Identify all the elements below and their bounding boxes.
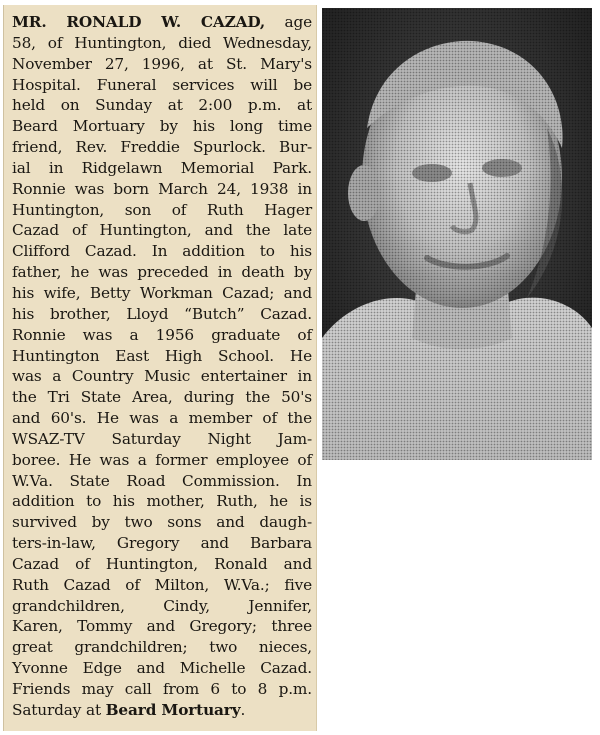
text-run: survived by two sons and daugh-: [12, 513, 312, 532]
text-run: held on Sunday at 2:00 p.m. at: [12, 96, 312, 115]
obituary-line: [12, 158, 312, 179]
text-run: addition to his mother, Ruth, he is: [12, 492, 312, 511]
obituary-line: [12, 387, 312, 408]
obituary-line: [12, 346, 312, 367]
obituary-line: [12, 33, 312, 54]
obituary-line: [12, 262, 312, 283]
obituary-line: [12, 512, 312, 533]
obituary-line: [12, 616, 312, 637]
obituary-line: [12, 450, 312, 471]
obituary-line: [12, 637, 312, 658]
obituary-line: [12, 179, 312, 200]
obituary-line: [12, 658, 312, 679]
text-run: Cazad of Huntington, Ronald and: [12, 554, 312, 573]
text-run: 58, of Huntington, died Wednesday,: [12, 33, 312, 52]
text-run: .: [240, 700, 246, 719]
obituary-line: [12, 95, 312, 116]
obituary-line: [12, 429, 312, 450]
text-run: and 60's. He was a member of the: [12, 409, 312, 428]
obituary-line: [12, 75, 312, 96]
text-run: W.Va. State Road Commission. In: [12, 471, 312, 490]
obituary-line: [12, 408, 312, 429]
text-run: the Tri State Area, during the 50's: [12, 388, 312, 407]
obituary-line: [12, 554, 312, 575]
text-run: boree. He was a former employee of: [12, 450, 312, 469]
obituary-line: [12, 491, 312, 512]
text-run: ial in Ridgelawn Memorial Park.: [12, 158, 312, 177]
bold-text: Beard Mortuary: [105, 700, 241, 719]
text-run: father, he was preceded in death by: [12, 263, 312, 282]
text-run: Ronnie was a 1956 graduate of: [12, 325, 312, 344]
obituary-line: [12, 700, 312, 721]
obituary-line: [12, 533, 312, 554]
portrait-image: [322, 8, 592, 460]
text-run: Karen, Tommy and Gregory; three: [12, 617, 312, 636]
text-run: Huntington East High School. He: [12, 346, 312, 365]
obituary-line: [12, 471, 312, 492]
obituary-line: [12, 220, 312, 241]
obituary-line: [12, 241, 312, 262]
obituary-line: [12, 596, 312, 617]
text-run: Beard Mortuary by his long time: [12, 117, 312, 136]
text-run: friend, Rev. Freddie Spurlock. Bur-: [12, 138, 312, 157]
obituary-line: [12, 575, 312, 596]
portrait-photo: [322, 8, 592, 460]
obituary-line: [12, 137, 312, 158]
text-run: age: [265, 13, 313, 31]
obituary-line: [12, 304, 312, 325]
obituary-line: [12, 200, 312, 221]
text-run: great grandchildren; two nieces,: [12, 638, 312, 657]
newspaper-clipping: [3, 5, 317, 731]
obituary-text: [12, 12, 312, 721]
text-run: Ronnie was born March 24, 1938 in: [12, 179, 312, 198]
text-run: Huntington, son of Ruth Hager: [12, 200, 312, 219]
obituary-line: [12, 679, 312, 700]
text-run: Hospital. Funeral services will be: [12, 75, 312, 94]
obituary-line: [12, 12, 312, 33]
text-run: was a Country Music entertainer in: [12, 367, 312, 386]
text-run: November 27, 1996, at St. Mary's: [12, 54, 312, 73]
text-run: his wife, Betty Workman Cazad; and: [12, 283, 312, 302]
bold-text: MR. RONALD W. CAZAD,: [12, 13, 266, 31]
obituary-line: [12, 283, 312, 304]
obituary-line: [12, 54, 312, 75]
obituary-line: [12, 325, 312, 346]
text-run: his brother, Lloyd “Butch” Cazad.: [12, 304, 312, 323]
text-run: grandchildren, Cindy, Jennifer,: [12, 596, 312, 615]
text-run: WSAZ-TV Saturday Night Jam-: [12, 429, 312, 448]
text-run: Yvonne Edge and Michelle Cazad.: [12, 659, 312, 678]
text-run: Clifford Cazad. In addition to his: [12, 242, 312, 261]
obituary-line: [12, 116, 312, 137]
obituary-line: [12, 366, 312, 387]
text-run: Ruth Cazad of Milton, W.Va.; five: [12, 575, 312, 594]
text-run: Friends may call from 6 to 8 p.m.: [12, 680, 312, 698]
text-run: ters-in-law, Gregory and Barbara: [12, 534, 312, 553]
text-run: Cazad of Huntington, and the late: [12, 221, 312, 240]
text-run: Saturday at: [12, 700, 106, 719]
